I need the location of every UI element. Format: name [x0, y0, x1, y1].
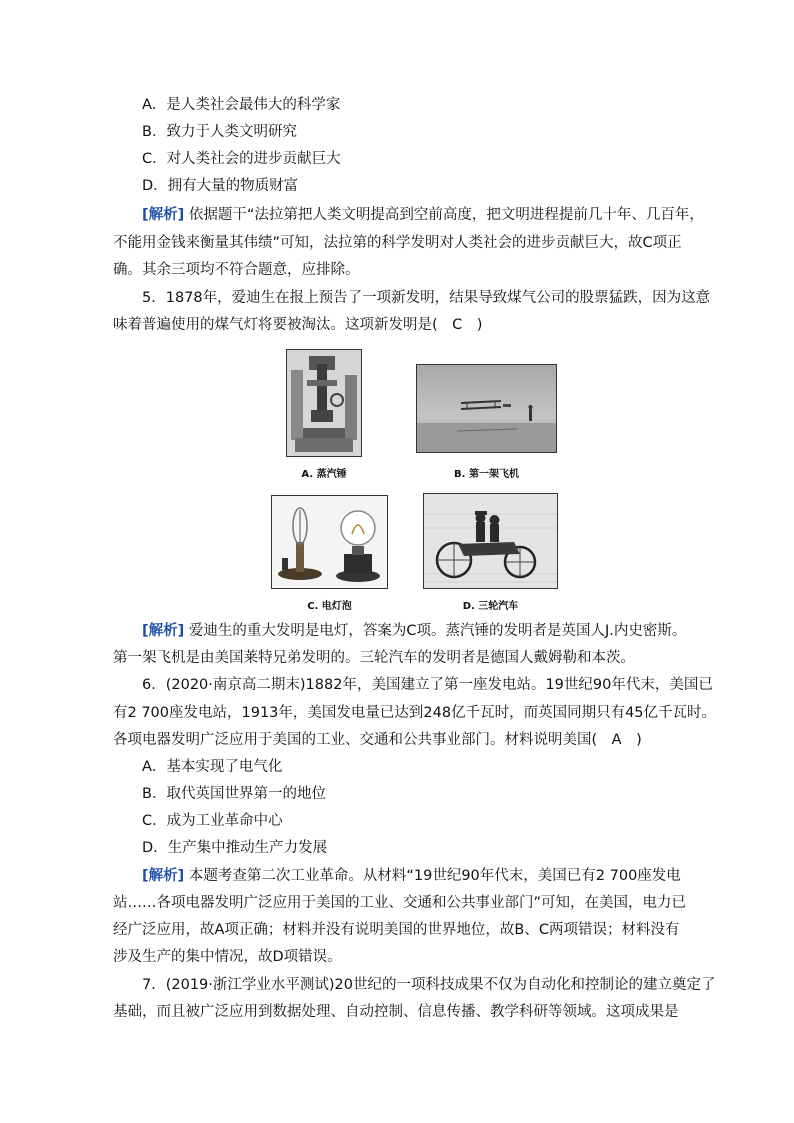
q6-analysis-line-1: [解析] 本题考查第二次工业革命。从材料“19世纪90年代末，美国已有2 700座发电	[142, 868, 681, 884]
q4-analysis-line-2: 不能用金钱来衡量其伟绩”可知，法拉第的科学发明对人类社会的进步贡献巨大，故C项正	[113, 235, 682, 251]
q6-analysis-line-2: 站……各项电器发明广泛应用于美国的工业、交通和公共事业部门”可知，在美国，电力已	[113, 895, 687, 911]
q4-option-c: C．对人类社会的进步贡献巨大	[142, 151, 341, 167]
q5-stem-line-2: 味着普遍使用的煤气灯将要被淘汰。这项新发明是( C )	[113, 317, 483, 333]
q4-analysis-line-1: [解析] 依据题干“法拉第把人类文明提高到空前高度，把文明进程提前几十年、几百年，	[142, 207, 704, 223]
q6-option-d: D．生产集中推动生产力发展	[142, 840, 328, 856]
q6-option-a: A．基本实现了电气化	[142, 759, 283, 775]
q6-stem-line-3: 各项电器发明广泛应用于美国的工业、交通和公共事业部门。材料说明美国( A )	[113, 732, 642, 748]
q5-analysis-line-2: 第一架飞机是由美国莱特兄弟发明的。三轮汽车的发明者是德国人戴姆勒和本茨。	[113, 650, 635, 666]
figure-c-caption: C. 电灯泡	[307, 601, 352, 612]
q6-stem-line-2: 有2 700座发电站，1913年，美国发电量已达到248亿千瓦时，而英国同期只有45亿千瓦时。	[113, 705, 717, 721]
q4-option-d: D．拥有大量的物质财富	[142, 178, 299, 194]
q6-option-c: C．成为工业革命中心	[142, 813, 283, 829]
light-bulb-image	[271, 495, 388, 589]
analysis-tag: [解析]	[142, 868, 185, 884]
q7-stem-line-1: 7．(2019·浙江学业水平测试)20世纪的一项科技成果不仅为自动化和控制论的建立奠定了	[142, 977, 716, 993]
analysis-tag: [解析]	[142, 623, 185, 639]
three-wheeled-car-image	[423, 493, 558, 589]
q6-stem-line-1: 6．(2020·南京高二期末)1882年，美国建立了第一座发电站。19世纪90年代末，美国已	[142, 677, 713, 693]
q6-analysis-line-3: 经广泛应用，故A项正确；材料并没有说明美国的世界地位，故B、C两项错误；材料没有	[113, 922, 680, 938]
analysis-tag: [解析]	[142, 207, 185, 223]
figure-d-caption: D. 三轮汽车	[462, 601, 519, 612]
first-airplane-image	[416, 364, 557, 453]
figure-b-caption: B. 第一架飞机	[454, 469, 519, 480]
steam-hammer-image	[286, 349, 362, 457]
q4-option-b: B．致力于人类文明研究	[142, 124, 297, 140]
q6-option-b: B．取代英国世界第一的地位	[142, 786, 326, 802]
q5-stem-line-1: 5．1878年，爱迪生在报上预告了一项新发明，结果导致煤气公司的股票猛跌，因为这意	[142, 290, 711, 306]
q5-analysis-line-1: [解析] 爱迪生的重大发明是电灯，答案为C项。蒸汽锤的发明者是英国人J.内史密斯。	[142, 623, 687, 639]
q7-stem-line-2: 基础，而且被广泛应用到数据处理、自动控制、信息传播、教学科研等领域。这项成果是	[113, 1004, 679, 1020]
q4-option-a: A．是人类社会最伟大的科学家	[142, 97, 341, 113]
q6-analysis-line-4: 涉及生产的集中情况，故D项错误。	[113, 949, 342, 965]
figure-a-caption: A. 蒸汽锤	[301, 469, 347, 480]
q4-analysis-line-3: 确。其余三项均不符合题意，应排除。	[113, 262, 360, 278]
